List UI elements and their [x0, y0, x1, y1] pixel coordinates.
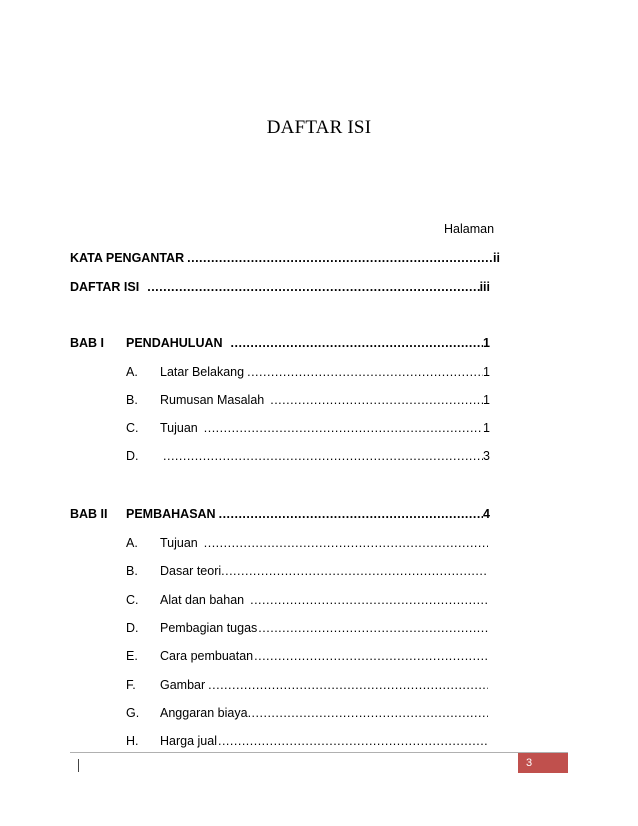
toc-entry-label: Latar Belakang [160, 365, 245, 379]
leader-dots [204, 535, 488, 551]
footer-cursor-bar [78, 759, 79, 772]
toc-entry-label: KATA PENGANTAR [70, 251, 185, 265]
toc-entry-d [160, 448, 490, 464]
toc-entry-label: Tujuan [160, 421, 198, 435]
toc-entry-label: Anggaran biaya [160, 706, 248, 720]
toc-entry-label: Rumusan Masalah [160, 393, 265, 407]
toc-entry-page: 1 [483, 393, 490, 407]
toc-entry-label: Pembagian tugas [160, 621, 258, 635]
toc-entry-page: 3 [483, 449, 490, 463]
toc-entry-label: Cara pembuatan [160, 649, 254, 663]
toc-entry-page: 1 [483, 421, 490, 435]
toc-entry-page: 1 [483, 365, 490, 379]
leader-dots [250, 592, 488, 608]
toc-entry-label: PEMBAHASAN [126, 507, 216, 521]
leader-dots [270, 392, 483, 408]
item-letter: B. [126, 393, 138, 407]
leader-dots [231, 335, 484, 351]
toc-entry-page: 1 [483, 336, 490, 350]
toc-entry-label: Alat dan bahan [160, 593, 245, 607]
toc-entry-kata-pengantar [70, 250, 500, 266]
toc-entry-label: PENDAHULUAN [126, 336, 223, 350]
item-letter: B. [126, 564, 138, 578]
item-letter: A. [126, 536, 138, 550]
leader-dots [204, 420, 483, 436]
item-letter: C. [126, 593, 139, 607]
toc-entry-label: Harga jual [160, 734, 217, 748]
item-letter: H. [126, 734, 139, 748]
page-title: DAFTAR ISI [266, 117, 372, 138]
leader-dots [218, 733, 488, 749]
toc-entry-pembagian-tugas [160, 620, 488, 636]
item-letter: G. [126, 706, 140, 720]
item-letter: D. [126, 449, 139, 463]
toc-entry-latar-belakang [160, 364, 490, 380]
toc-entry-pendahuluan [126, 335, 490, 351]
toc-entry-page: iii [479, 280, 490, 294]
toc-entry-daftar-isi [70, 279, 490, 295]
leader-dots [258, 620, 488, 636]
toc-entry-page: ii [493, 251, 500, 265]
toc-entry-dasar-teori [160, 563, 488, 579]
toc-entry-cara-pembuatan [160, 648, 488, 664]
chapter-number: BAB I [70, 336, 105, 350]
item-letter: E. [126, 649, 138, 663]
item-letter: A. [126, 365, 138, 379]
leader-dots [248, 705, 488, 721]
leader-dots [254, 648, 488, 664]
toc-entry-page: 4 [483, 507, 490, 521]
leader-dots [219, 506, 483, 522]
toc-entry-rumusan-masalah [160, 392, 490, 408]
chapter-number: BAB II [70, 507, 108, 521]
toc-entry-gambar [160, 677, 488, 693]
toc-entry-harga-jual [160, 733, 488, 749]
leader-dots [208, 677, 488, 693]
toc-entry-label: Dasar teori [160, 564, 222, 578]
leader-dots [163, 448, 483, 464]
toc-entry-tujuan [160, 420, 490, 436]
leader-dots [221, 563, 488, 579]
item-letter: D. [126, 621, 139, 635]
leader-dots [187, 250, 493, 266]
toc-entry-label: DAFTAR ISI [70, 280, 140, 294]
toc-entry-tujuan-2 [160, 535, 488, 551]
toc-entry-anggaran-biaya [160, 705, 488, 721]
toc-entry-alat-dan-bahan [160, 592, 488, 608]
toc-entry-pembahasan [126, 506, 490, 522]
toc-entry-label: Tujuan [160, 536, 198, 550]
leader-dots [147, 279, 479, 295]
leader-dots [247, 364, 483, 380]
toc-entry-label: Gambar [160, 678, 206, 692]
halaman-heading: Halaman [444, 222, 495, 236]
item-letter: F. [126, 678, 136, 692]
footer-divider [70, 752, 568, 753]
item-letter: C. [126, 421, 139, 435]
page-number-badge: 3 [518, 753, 568, 773]
